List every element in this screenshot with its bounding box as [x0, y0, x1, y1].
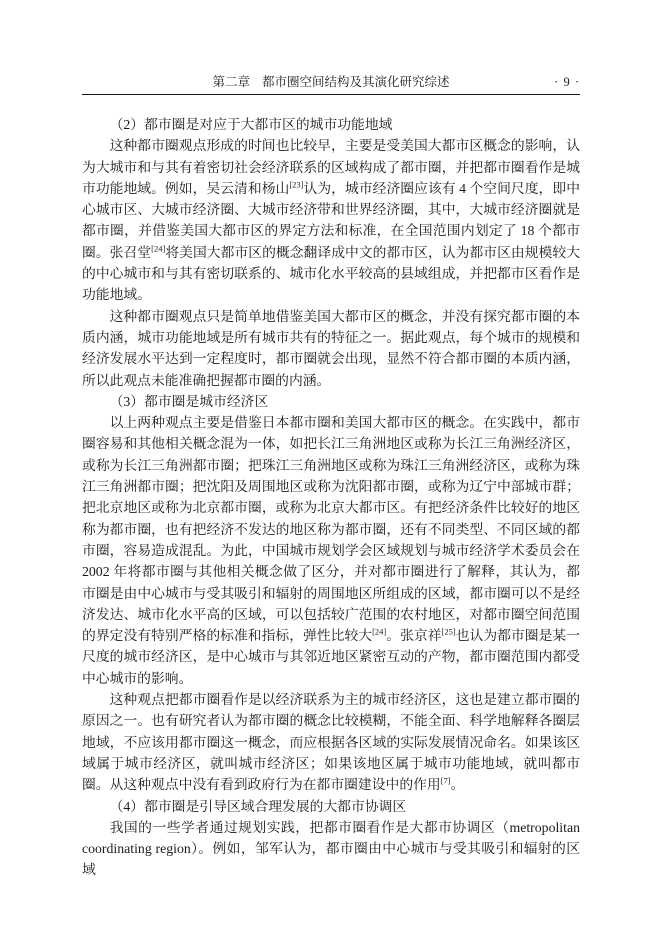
- text-run: 以上两种观点主要是借鉴日本都市圈和美国大都市区的概念。在实践中，都市圈容易和其他相关概念混为一体，如把长江三角洲地区或称为长江三角洲经济区，或称为长江三角洲都市圈；把珠江三角洲地区或称为珠江三角洲经济区，或称为珠江三角洲都市圈；把沈阳及周围地区或称为沈阳都市圈，或称为辽宁中部城市群；把北京地区或称为北京都市圈，或称为北京大都市区。有把经济条件比较好的地区称为都市圈，也有把经济不发达的地区称为都市圈，还有不同类型、不同区域的都市圈，容易造成混乱。为此，中国城市规划学会区域规划与城市经济学术委员会在 2002 年将都市圈与其他相关概念做了区分，并对都市圈进行了解释，其认为，都市圈是由中心城市与受其吸引和辐射的周围地区所组成的区域，都市圈可以不是经济发达、城市化水平高的区域，可以包括较广范围的农村地区，对都市圈空间范围的界定没有特别严格的标准和指标，弹性比较大: [82, 415, 580, 644]
- para-view-2-b: [82, 306, 580, 391]
- citation-ref: [24]: [151, 243, 166, 254]
- text-run: 将美国大都市区的概念翻译成中文的都市区，认为都市区由规模较大的中心城市和与其有密切联系的、城市化水平较高的县域组成，并把都市区看作是功能地域。: [82, 244, 581, 303]
- text-run: 。张京祥: [386, 628, 442, 644]
- chapter-header: [82, 73, 580, 91]
- heading-view-4: [82, 796, 580, 817]
- text-run: 。: [450, 777, 465, 793]
- chapter-title: 都市圈空间结构及其演化研究综述: [262, 75, 450, 89]
- running-header: [82, 73, 580, 91]
- citation-ref: [23]: [289, 179, 304, 190]
- page-number: · 9 ·: [554, 75, 580, 89]
- text-run: （2）都市圈是对应于大都市区的城市功能地域: [109, 117, 393, 132]
- para-view-4-a: [82, 817, 580, 881]
- para-view-3-b: [82, 689, 580, 795]
- heading-view-3: [82, 391, 580, 412]
- para-view-2-a: [82, 135, 580, 305]
- text-run: 认为，城市经济圈应该有 4 个空间尺度，即中心城市区、大城市经济圈、大城市经济带和世界经济圈，其中，大城市经济圈就是都市圈，并借鉴美国大都市区的界定方法和标准，在全国范围内划定了 18 个都市圈。张召堂: [82, 180, 580, 260]
- header-rule: [82, 94, 580, 95]
- citation-ref: [7]: [440, 775, 451, 786]
- para-view-3-a: [82, 412, 580, 689]
- text-run: 我国的一些学者通过规划实践，把都市圈看作是大都市协调区（metropolitan coordinating region）。例如，邹军认为，都市圈由中心城市与受其吸引和辐射的区域: [82, 819, 580, 878]
- heading-view-2: [82, 114, 580, 135]
- text-run: 这种都市圈观点形成的时间也比较早，主要是受美国大都市区概念的影响，认为大城市和与其有着密切社会经济联系的区域构成了都市圈，并把都市圈看作是城市功能地域。例如，吴云清和杨山: [82, 138, 580, 196]
- citation-ref: [25]: [441, 626, 456, 637]
- text-run: 这种都市圈观点只是简单地借鉴美国大都市区的概念，并没有探究都市圈的本质内涵，城市功能地域是所有城市共有的特征之一。据此观点，每个城市的规模和经济发展水平达到一定程度时，都市圈就会出现，显然不符合都市圈的本质内涵，所以此观点未能准确把握都市圈的内涵。: [82, 308, 580, 388]
- page-body: [82, 114, 580, 881]
- text-run: 这种观点把都市圈看作是以经济联系为主的城市经济区，这也是建立都市圈的原因之一。也有研究者认为都市圈的概念比较模糊，不能全面、科学地解释各圈层地域，不应该用都市圈这一概念，而应根据各区域的实际发展情况命名。如果该区域属于城市经济区，就叫城市经济区；如果该地区属于城市功能地域，就叫都市圈。从这种观点中没有看到政府行为在都市圈建设中的作用: [82, 692, 580, 793]
- citation-ref: [24]: [372, 626, 387, 637]
- text-run: （3）都市圈是城市经济区: [109, 393, 269, 409]
- chapter-label: 第二章: [212, 75, 250, 89]
- text-run: 也认为都市圈是某一尺度的城市经济区，是中心城市与其邻近地区紧密互动的产物，都市圈范围内都受中心城市的影响。: [82, 628, 581, 686]
- text-run: （4）都市圈是引导区域合理发展的大都市协调区: [109, 798, 407, 814]
